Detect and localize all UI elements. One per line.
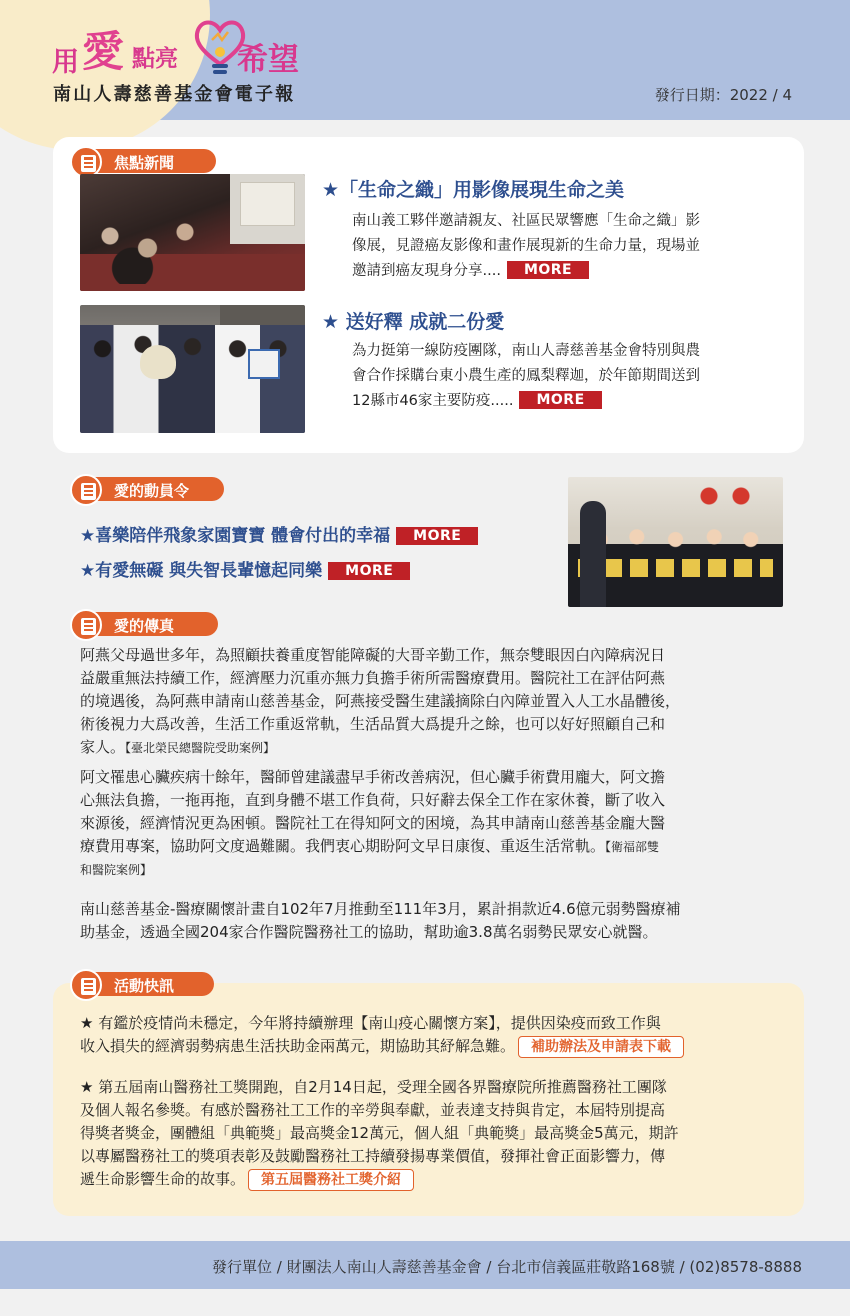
logo-text-xiwang: 希望 [237, 42, 299, 78]
news-title-sugar-apple[interactable]: ★ 送好釋 成就二份愛 [322, 311, 505, 333]
section-header-mobilization: 愛的動員令 [68, 474, 224, 504]
newsletter-logo [52, 14, 332, 84]
news-summary-sugar-apple: 為力挺第一線防疫團隊，南山人壽慈善基金會特別與農 會合作採購台東小農生產的鳳梨釋迦，於年節期間送到 12縣市46家主要防疫..... MORE [352, 343, 700, 409]
news-icon [70, 474, 102, 506]
case-source-veterans-hospital: 【臺北榮民總醫院受助案例】 [125, 741, 276, 755]
news-title-life-weave[interactable]: ★「生命之織」用影像展現生命之美 [322, 179, 625, 201]
mobilization-item-elephant-home: ★喜樂陪伴飛象家園寶寶 體會付出的幸福 MORE [80, 521, 478, 546]
newsletter-subtitle: 南山人壽慈善基金會電子報 [53, 84, 296, 105]
logo-text-yong: 用 [52, 47, 79, 78]
download-application-button[interactable]: 補助辦法及申請表下載 [518, 1036, 684, 1058]
mobilization-item-dementia-elders: ★有愛無礙 與失智長輩憶起同樂 MORE [80, 556, 410, 581]
news-summary-life-weave: 南山義工夥伴邀請親友、社區民眾響應「生命之織」影 像展，見證癌友影像和畫作展現新的生命力量，現場並 邀請到癌友現身分享.... MORE [352, 213, 700, 279]
medical-care-program-summary: 南山慈善基金-醫療關懷計畫自102年7月推動至111年3月，累計捐款近4.6億元弱勢醫療補 助基金，透過全國204家合作醫院醫務社工的協助，幫助逾3.8萬名弱勢民眾安心就醫。 [80, 900, 681, 941]
footer-band [0, 1241, 850, 1289]
award-introduction-button[interactable]: 第五屆醫務社工獎介紹 [248, 1169, 414, 1191]
logo-text-dian: 點亮 [132, 45, 178, 72]
life-weave-exhibition-photo[interactable] [80, 174, 305, 291]
more-button-elephant-home[interactable]: MORE [396, 527, 478, 545]
section-header-focus-news: 焦點新聞 [68, 146, 216, 176]
story-a-yan: 阿燕父母過世多年，為照顧扶養重度智能障礙的大哥辛勤工作，無奈雙眼因白內障病況日 益嚴重無法持續工作，經濟壓力沉重亦無力負擔手術所需醫療費用。醫院社工在評估阿燕 的境遇後，為阿燕申請南山慈善基金，阿燕接受醫生建議摘除白內障並置入人工水晶體後， 術後視力大爲改善，生活工作重返常軌，生活品質大爲提升之餘，也可以好好照顧自己和 家人。【臺北榮民總醫院受助案例】 [80, 646, 681, 756]
section-header-love-fax: 愛的傳真 [68, 609, 218, 639]
section-header-activities: 活動快訊 [68, 969, 214, 999]
logo-text-ai: 愛 [82, 27, 125, 76]
news-icon [70, 969, 102, 1001]
publisher-info: 發行單位 / 財團法人南山人壽慈善基金會 / 台北市信義區莊敬路168號 / (02)8578-8888 [212, 1258, 802, 1276]
activity-social-worker-award: ★ 第五屆南山醫務社工獎開跑，自2月14日起，受理全國各界醫療院所推薦醫務社工團隊 及個人報名參獎。有感於醫務社工工作的辛勞與奉獻，並表達支持與肯定，本屆特別提高 得獎者獎金，團體組「典範獎」最高獎金12萬元，個人組「典範獎」最高獎金5萬元，期許 以專屬醫務社工的獎項表彰及鼓勵醫務社工持續發揚專業價值，發揮社會正面影響力，傳 遞生命影響生命的故事。 第五屆醫務社工獎介紹 [80, 1076, 780, 1191]
case-source-shuanghe-hospital: 【衛福部雙 [605, 840, 660, 854]
more-button-sugar-apple[interactable]: MORE [519, 391, 601, 409]
story-a-wen: 阿文罹患心臟疾病十餘年，醫師曾建議盡早手術改善病況，但心臟手術費用龐大，阿文擔 心無法負擔，一拖再拖，直到身體不堪工作負荷，只好辭去保全工作在家休養，斷了收入 來源後，經濟情況更為困頓。醫院社工在得知阿文的困境，為其申請南山慈善基金龐大醫 療費用專案，協助阿文度過難關。我們衷心期盼阿文早日康復、重返生活常軌。【衛福部雙 和醫院案例】 [80, 768, 666, 877]
more-button-dementia-elders[interactable]: MORE [328, 562, 410, 580]
graduation-group-photo[interactable] [568, 477, 783, 607]
more-button-life-weave[interactable]: MORE [507, 261, 589, 279]
pineapple-sugar-apple-donation-photo[interactable] [80, 305, 305, 433]
issue-date: 發行日期：2022 / 4 [654, 86, 792, 104]
activity-covid-care: ★ 有鑑於疫情尚未穩定，今年將持續辦理【南山疫心關懷方案】，提供因染疫而致工作與 收入損失的經濟弱勢病患生活扶助金兩萬元，期協助其紓解急難。 補助辦法及申請表下載 [80, 1012, 780, 1058]
news-icon [70, 609, 102, 641]
